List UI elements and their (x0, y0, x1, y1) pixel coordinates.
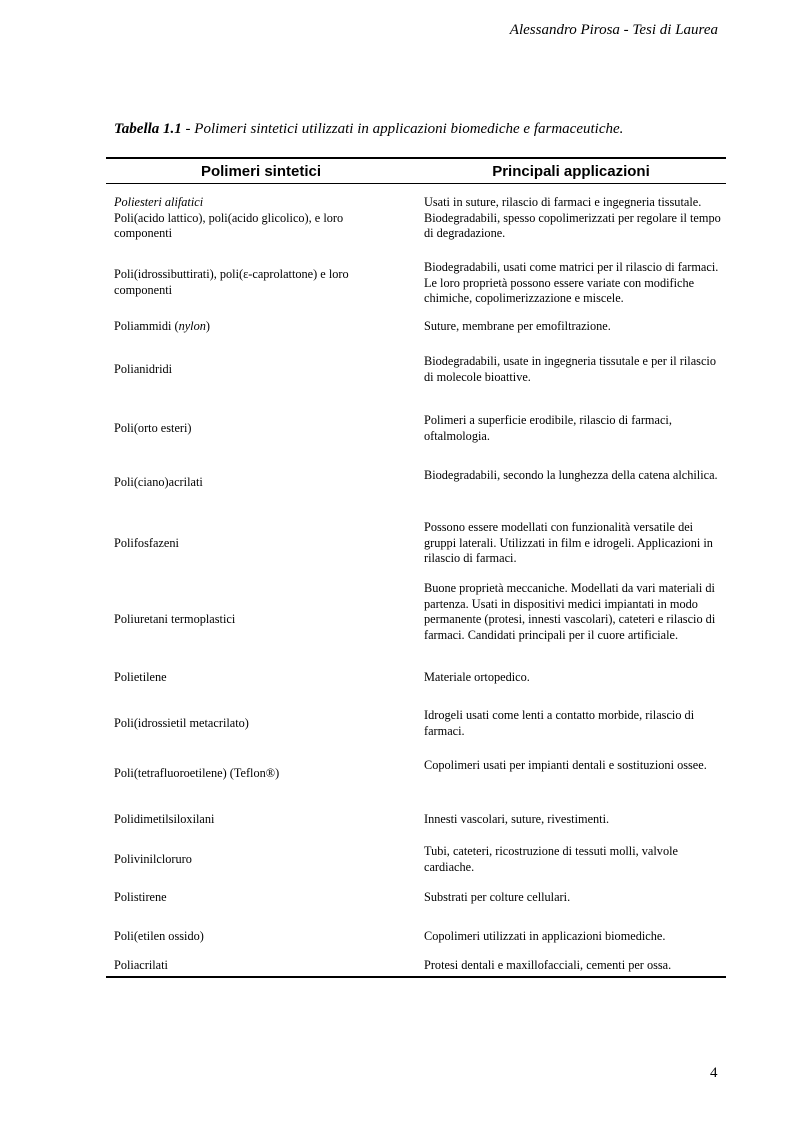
polymer-name-italic: nylon (178, 319, 206, 333)
polymer-class-label: Poliesteri alifatici (114, 195, 204, 209)
table-caption (114, 121, 623, 138)
application-cell: Biodegradabili, usate in ingegneria tissutale e per il rilascio di molecole bioattive. (424, 354, 716, 384)
polymers-table (106, 157, 726, 972)
polymer-cell: Polidimetilsiloxilani (114, 812, 215, 826)
polymer-cell: Poli(ciano)acrilati (114, 475, 203, 489)
polymer-name: Poli(acido lattico), poli(acido glicolico), e loro componenti (114, 210, 344, 240)
polymer-cell: Polivinilcloruro (114, 852, 192, 866)
polymer-cell: Polietilene (114, 670, 167, 684)
polymer-cell: Poliuretani termoplastici (114, 612, 236, 626)
application-cell: Buone proprietà meccaniche. Modellati da vari materiali di partenza. Usati in dispositivi medici impiantati in modo permanente (protesi, innesti vascolari), cateteri e rilascio di farmaci. Candidati principali per il cuore artificiale. (424, 581, 716, 642)
polymer-cell: Polistirene (114, 890, 167, 904)
application-cell: Idrogeli usati come lenti a contatto morbide, rilascio di farmaci. (424, 708, 695, 738)
application-cell: Possono essere modellati con funzionalità versatile dei gruppi laterali. Utilizzati in film e idrogeli. Applicazioni in rilascio di farmaci. (424, 520, 713, 565)
caption-text: Polimeri sintetici utilizzati in applicazioni biomediche e farmaceutiche. (194, 121, 624, 137)
polymer-cell: Poli(idrossibuttirati), poli(ε-caprolattone) e loro componenti (114, 267, 349, 297)
table-bottom-rule (106, 976, 726, 978)
application-cell: Biodegradabili, usati come matrici per il rilascio di farmaci. Le loro proprietà possono essere variate con modifiche chimiche, copolimerizzazione e miscele. (424, 260, 719, 305)
polymer-name-suffix: ) (205, 319, 210, 333)
column-header-applications: Principali applicazioni (492, 162, 650, 180)
polymer-cell: Polifosfazeni (114, 536, 179, 550)
application-cell: Protesi dentali e maxillofacciali, cementi per ossa. (424, 958, 672, 972)
application-cell: Tubi, cateteri, ricostruzione di tessuti molli, valvole cardiache. (424, 844, 678, 874)
polymer-cell: Poli(etilen ossido) (114, 929, 204, 943)
page-header: Alessandro Pirosa - Tesi di Laurea (509, 22, 718, 38)
polymer-name: Poliammidi ( (114, 319, 179, 333)
column-header-polymers: Polimeri sintetici (200, 162, 322, 180)
polymer-cell: Poli(idrossietil metacrilato) (114, 716, 249, 730)
polymer-cell: Poli(tetrafluoroetilene) (Teflon®) (114, 766, 280, 780)
caption-separator: - (181, 121, 195, 137)
caption-label: Tabella 1.1 (114, 121, 182, 137)
application-cell: Substrati per colture cellulari. (424, 890, 571, 904)
application-cell: Copolimeri utilizzati in applicazioni biomediche. (424, 929, 666, 943)
table-header-row (106, 159, 726, 183)
polymer-cell (114, 195, 384, 242)
polymer-cell (114, 319, 384, 335)
application-cell: Suture, membrane per emofiltrazione. (424, 319, 611, 333)
application-cell: Polimeri a superficie erodibile, rilascio di farmaci, oftalmologia. (424, 413, 672, 443)
application-cell: Copolimeri usati per impianti dentali e sostituzioni ossee. (424, 758, 707, 772)
page-number: 4 (710, 1065, 718, 1081)
application-cell: Usati in suture, rilascio di farmaci e ingegneria tissutale. Biodegradabili, spesso copolimerizzati per regolare il tempo di degradazione. (424, 195, 721, 240)
polymer-cell: Polianidridi (114, 362, 173, 376)
application-cell: Innesti vascolari, suture, rivestimenti. (424, 812, 610, 826)
polymer-cell: Poli(orto esteri) (114, 421, 192, 435)
application-cell: Biodegradabili, secondo la lunghezza della catena alchilica. (424, 468, 718, 482)
polymer-cell: Poliacrilati (114, 958, 168, 972)
application-cell: Materiale ortopedico. (424, 670, 530, 684)
table-header-rule (106, 183, 726, 184)
